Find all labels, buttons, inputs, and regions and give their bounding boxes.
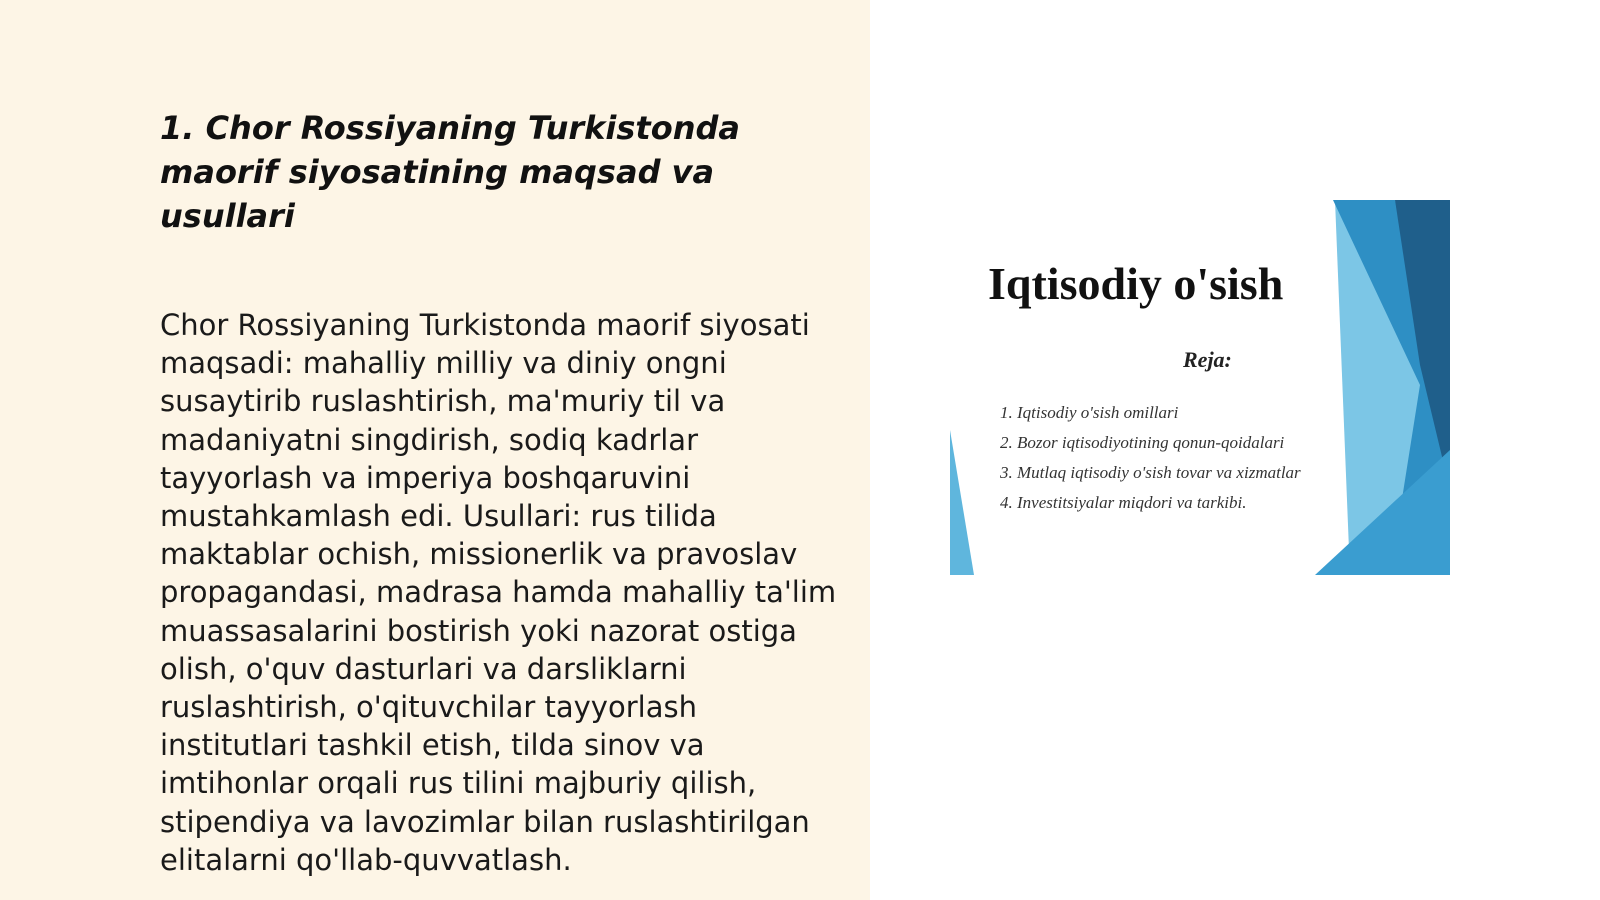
slide-body-text: Chor Rossiyaning Turkistonda maorif siyosati maqsadi: mahalliy milliy va diniy ongni susaytirib ruslashtirish, ma'muriy til va madaniyatni singdirish, sodiq kadrlar tayyorlash va imperiya boshqaruvini mustahkamlash edi. Usullari: rus tilida maktablar ochish, missionerlik va pravoslav propagandasi, madrasa hamda mahalliy ta'lim muassasalarini bostirish yoki nazorat ostiga olish, o'quv dasturlari va darsliklarni ruslashtirish, o'qituvchilar tayyorlash institutlari tashkil etish, tilda sinov va imtihonlar orqali rus tilini majburiy qilish, stipendiya va lavozimlar bilan ruslashtirilgan elitalarni qo'llab-quvvatlash. <box>160 308 837 877</box>
image-plan-list <box>1000 398 1301 518</box>
plan-list-item: 3. Mutlaq iqtisodiy o'sish tovar va xizmatlar <box>1000 463 1301 482</box>
decor-shape-left <box>950 430 974 575</box>
slide-heading: 1. Chor Rossiyaning Turkistonda maorif siyosatining maqsad va usullari <box>160 109 740 235</box>
plan-list-item: 4. Investitsiyalar miqdori va tarkibi. <box>1000 493 1247 512</box>
plan-list-item: 2. Bozor iqtisodiyotining qonun-qoidalari <box>1000 433 1285 452</box>
image-subtitle: Reja: <box>1183 347 1232 372</box>
slide-image <box>950 200 1450 575</box>
plan-list-item: 1. Iqtisodiy o'sish omillari <box>1000 403 1179 422</box>
image-title: Iqtisodiy o'sish <box>988 258 1284 309</box>
